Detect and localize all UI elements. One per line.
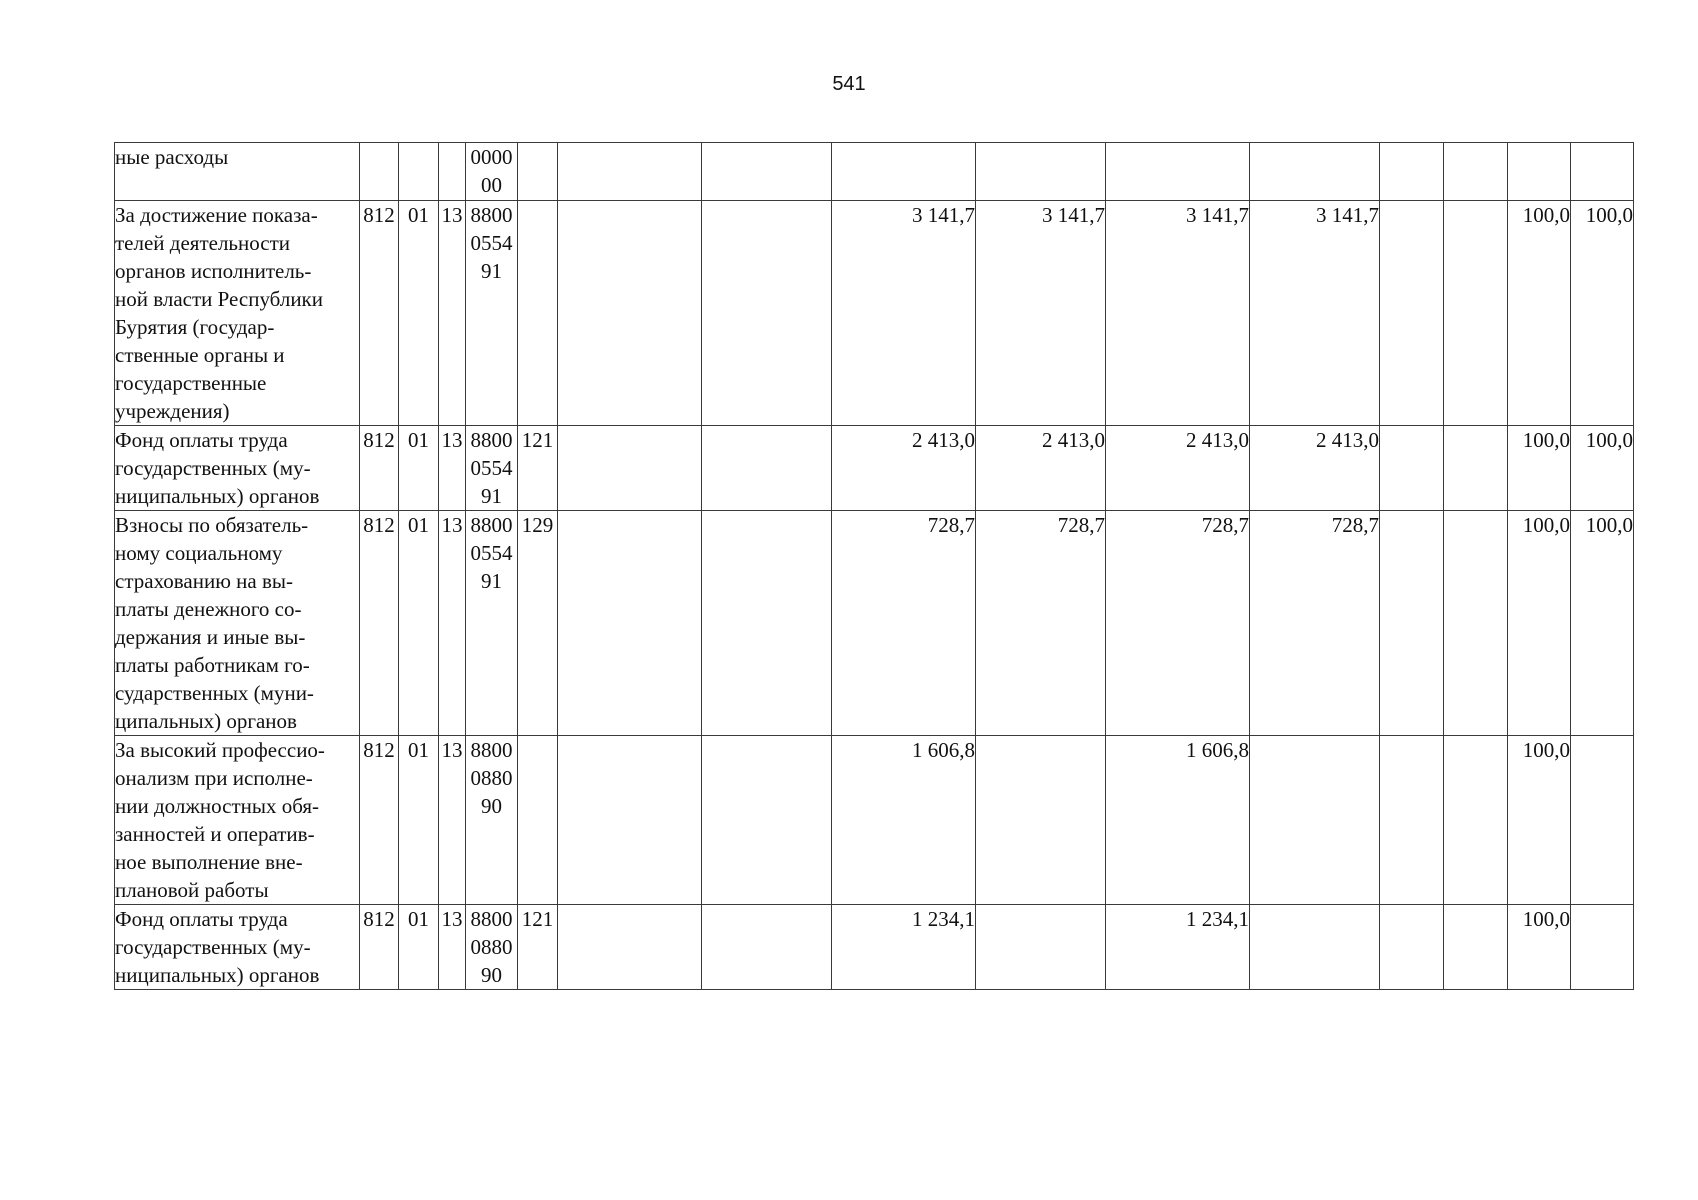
admin-code-cell <box>360 143 399 201</box>
blank-col-a-cell <box>702 736 832 905</box>
blank-col-b-cell <box>1380 736 1444 905</box>
blank-col-b-cell <box>1380 143 1444 201</box>
amount-col-4-cell: 3 141,7 <box>1250 201 1380 426</box>
amount-col-2-cell: 728,7 <box>976 511 1106 736</box>
blank-col-b-cell <box>1380 201 1444 426</box>
blank-col-c-cell <box>1444 511 1508 736</box>
table-row <box>115 426 1634 511</box>
amount-col-3-cell: 728,7 <box>1106 511 1250 736</box>
percent-col-1-cell: 100,0 <box>1508 426 1571 511</box>
amount-col-2-cell <box>976 143 1106 201</box>
extra-code-col-cell <box>558 736 702 905</box>
amount-col-3-cell <box>1106 143 1250 201</box>
amount-col-2-cell: 2 413,0 <box>976 426 1106 511</box>
row-description: Фонд оплаты труда государственных (му- ниципальных) органов <box>115 905 360 990</box>
table-body <box>115 143 1634 990</box>
table-row <box>115 143 1634 201</box>
amount-col-1-cell: 2 413,0 <box>832 426 976 511</box>
section-code-cell: 01 <box>399 736 439 905</box>
row-description: Взносы по обязатель- ному социальному страхованию на вы- платы денежного со- держания и иные вы- платы работникам го- сударственных (муни- ципальных) органов <box>115 511 360 736</box>
blank-col-c-cell <box>1444 143 1508 201</box>
amount-col-2-cell <box>976 736 1106 905</box>
blank-col-b-cell <box>1380 905 1444 990</box>
percent-col-1-cell: 100,0 <box>1508 201 1571 426</box>
expense-type-code-cell <box>518 736 558 905</box>
target-article-code-cell: 8800 0554 91 <box>466 511 518 736</box>
blank-col-a-cell <box>702 905 832 990</box>
section-code-cell: 01 <box>399 905 439 990</box>
section-code-cell <box>399 143 439 201</box>
admin-code-cell: 812 <box>360 426 399 511</box>
blank-col-c-cell <box>1444 905 1508 990</box>
extra-code-col-cell <box>558 143 702 201</box>
amount-col-4-cell <box>1250 143 1380 201</box>
extra-code-col-cell <box>558 201 702 426</box>
section-code-cell: 01 <box>399 511 439 736</box>
admin-code-cell: 812 <box>360 201 399 426</box>
percent-col-2-cell <box>1571 905 1634 990</box>
percent-col-1-cell: 100,0 <box>1508 905 1571 990</box>
blank-col-c-cell <box>1444 426 1508 511</box>
amount-col-3-cell: 3 141,7 <box>1106 201 1250 426</box>
subsection-code-cell: 13 <box>439 201 466 426</box>
budget-table <box>114 142 1634 990</box>
target-article-code-cell: 8800 0880 90 <box>466 905 518 990</box>
percent-col-1-cell <box>1508 143 1571 201</box>
target-article-code-cell: 8800 0554 91 <box>466 426 518 511</box>
expense-type-code-cell: 129 <box>518 511 558 736</box>
amount-col-1-cell: 1 606,8 <box>832 736 976 905</box>
amount-col-3-cell: 1 234,1 <box>1106 905 1250 990</box>
section-code-cell: 01 <box>399 201 439 426</box>
extra-code-col-cell <box>558 905 702 990</box>
percent-col-1-cell: 100,0 <box>1508 736 1571 905</box>
table-row <box>115 905 1634 990</box>
subsection-code-cell <box>439 143 466 201</box>
amount-col-2-cell <box>976 905 1106 990</box>
subsection-code-cell: 13 <box>439 736 466 905</box>
amount-col-4-cell <box>1250 905 1380 990</box>
row-description: ные расходы <box>115 143 360 201</box>
table-row <box>115 736 1634 905</box>
amount-col-1-cell <box>832 143 976 201</box>
amount-col-1-cell: 1 234,1 <box>832 905 976 990</box>
table-row <box>115 511 1634 736</box>
blank-col-a-cell <box>702 511 832 736</box>
percent-col-1-cell: 100,0 <box>1508 511 1571 736</box>
blank-col-b-cell <box>1380 426 1444 511</box>
amount-col-3-cell: 1 606,8 <box>1106 736 1250 905</box>
expense-type-code-cell <box>518 143 558 201</box>
subsection-code-cell: 13 <box>439 905 466 990</box>
section-code-cell: 01 <box>399 426 439 511</box>
extra-code-col-cell <box>558 511 702 736</box>
target-article-code-cell: 8800 0554 91 <box>466 201 518 426</box>
amount-col-1-cell: 728,7 <box>832 511 976 736</box>
row-description: За достижение показа- телей деятельности органов исполнитель- ной власти Республики Бурятия (государ- ственные органы и государственные учреждения) <box>115 201 360 426</box>
blank-col-c-cell <box>1444 736 1508 905</box>
blank-col-a-cell <box>702 143 832 201</box>
row-description: За высокий профессио- онализм при исполне- нии должностных обя- занностей и оператив- ное выполнение вне- плановой работы <box>115 736 360 905</box>
percent-col-2-cell: 100,0 <box>1571 201 1634 426</box>
expense-type-code-cell: 121 <box>518 905 558 990</box>
percent-col-2-cell: 100,0 <box>1571 511 1634 736</box>
target-article-code-cell: 8800 0880 90 <box>466 736 518 905</box>
amount-col-4-cell <box>1250 736 1380 905</box>
table-row <box>115 201 1634 426</box>
page-number: 541 <box>832 73 866 95</box>
admin-code-cell: 812 <box>360 511 399 736</box>
expense-type-code-cell: 121 <box>518 426 558 511</box>
blank-col-a-cell <box>702 201 832 426</box>
admin-code-cell: 812 <box>360 905 399 990</box>
admin-code-cell: 812 <box>360 736 399 905</box>
percent-col-2-cell <box>1571 143 1634 201</box>
target-article-code-cell: 0000 00 <box>466 143 518 201</box>
expense-type-code-cell <box>518 201 558 426</box>
subsection-code-cell: 13 <box>439 426 466 511</box>
blank-col-c-cell <box>1444 201 1508 426</box>
blank-col-a-cell <box>702 426 832 511</box>
subsection-code-cell: 13 <box>439 511 466 736</box>
amount-col-4-cell: 2 413,0 <box>1250 426 1380 511</box>
blank-col-b-cell <box>1380 511 1444 736</box>
amount-col-2-cell: 3 141,7 <box>976 201 1106 426</box>
amount-col-3-cell: 2 413,0 <box>1106 426 1250 511</box>
percent-col-2-cell <box>1571 736 1634 905</box>
row-description: Фонд оплаты труда государственных (му- ниципальных) органов <box>115 426 360 511</box>
amount-col-4-cell: 728,7 <box>1250 511 1380 736</box>
amount-col-1-cell: 3 141,7 <box>832 201 976 426</box>
percent-col-2-cell: 100,0 <box>1571 426 1634 511</box>
extra-code-col-cell <box>558 426 702 511</box>
